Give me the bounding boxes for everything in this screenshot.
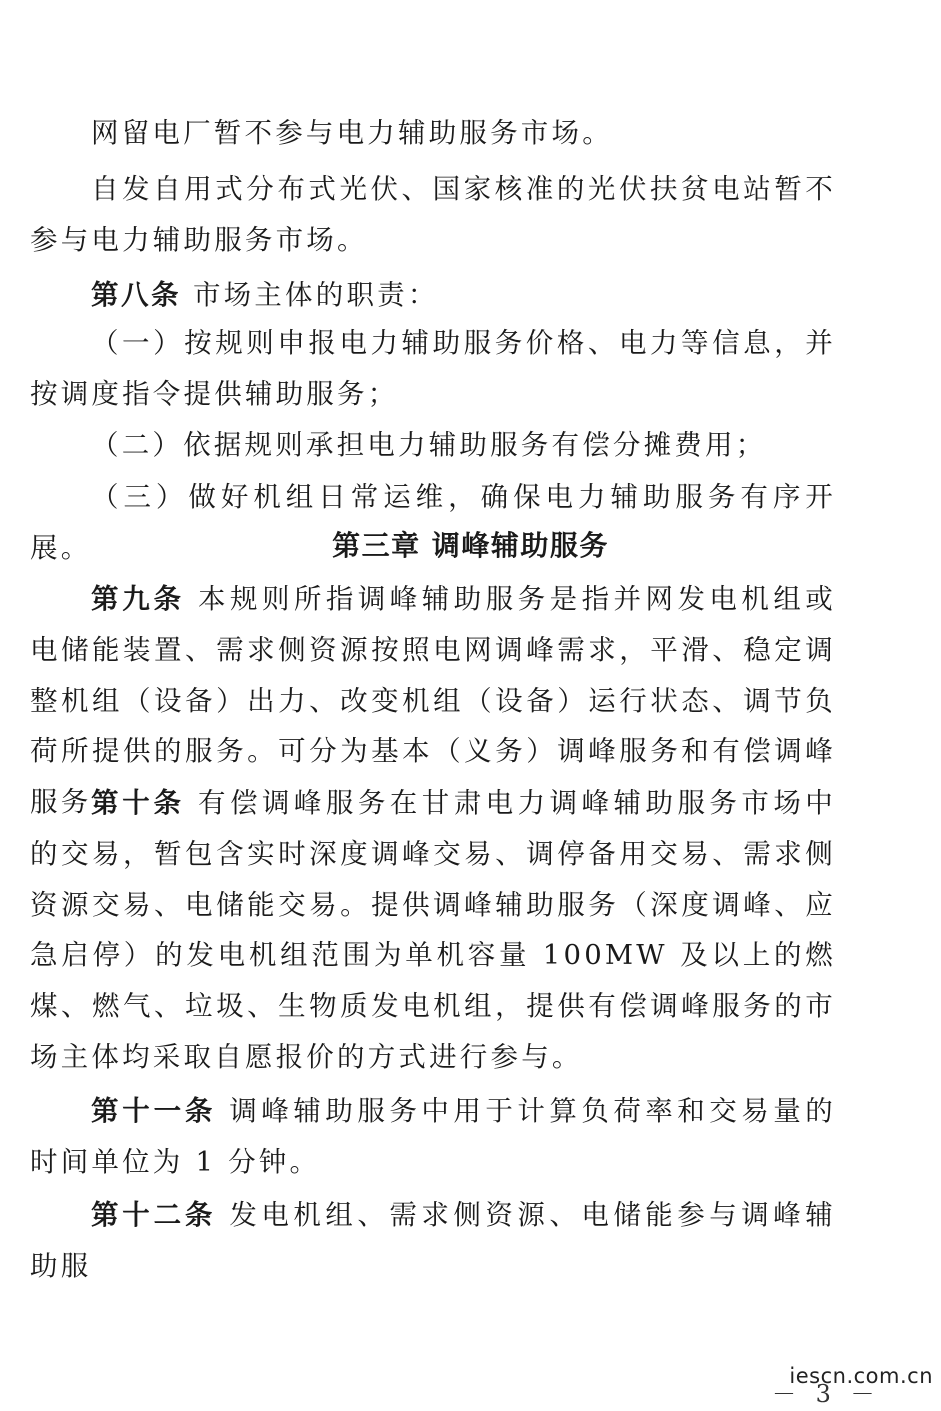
article-12 <box>30 1190 836 1292</box>
article-11-text: 调峰辅助服务中用于计算负荷率和交易量的时间单位为 1 分钟。 <box>30 1095 836 1178</box>
article-11-label: 第十一条 <box>91 1095 217 1127</box>
item-text: （一）按规则申报电力辅助服务价格、电力等信息，并按调度指令提供辅助服务； <box>30 327 836 410</box>
watermark-text: iescn.com.cn <box>789 1364 933 1388</box>
article-9-text: 本规则所指调峰辅助服务是指并网发电机组或电储能装置、需求侧资源按照电网调峰需求，平滑、稳定调整机组（设备）出力、改变机组（设备）运行状态、调节负荷所提供的服务。可分为基本（义务）调峰服务和有偿调峰服务 <box>30 583 837 819</box>
chapter-3-heading: 第三章 调峰辅助服务 <box>332 529 609 562</box>
item-text: （三）做好机组日常运维，确保电力辅助服务有序开展。 <box>30 481 836 564</box>
article-11 <box>30 1086 836 1188</box>
article-12-label: 第十二条 <box>91 1199 217 1231</box>
paragraph-text: 自发自用式分布式光伏、国家核准的光伏扶贫电站暂不参与电力辅助服务市场。 <box>30 173 836 256</box>
article-10 <box>30 778 836 1083</box>
article-8 <box>30 270 836 321</box>
article-10-label: 第十条 <box>91 787 185 819</box>
paragraph-grid-plant <box>30 108 836 159</box>
article-10-text: 有偿调峰服务在甘肃电力调峰辅助服务市场中的交易，暂包含实时深度调峰交易、调停备用交易、需求侧资源交易、电储能交易。提供调峰辅助服务（深度调峰、应急启停）的发电机组范围为单机容量 100MW 及以上的燃煤、燃气、垃圾、生物质发电机组，提供有偿调峰服务的市场主体均采取自愿报价的方式进行参与。 <box>30 787 837 1073</box>
article-8-item-2 <box>30 420 836 471</box>
article-8-text: 市场主体的职责： <box>192 279 439 311</box>
item-text: （二）依据规则承担电力辅助服务有偿分摊费用； <box>91 429 767 461</box>
paragraph-text: 网留电厂暂不参与电力辅助服务市场。 <box>91 117 613 149</box>
article-9-label: 第九条 <box>91 583 185 615</box>
article-12-text: 发电机组、需求侧资源、电储能参与调峰辅助服 <box>30 1199 836 1282</box>
paragraph-distributed-pv <box>30 164 836 266</box>
article-8-item-1 <box>30 318 836 420</box>
article-8-label: 第八条 <box>91 279 181 311</box>
page-number: － 3 － <box>772 1380 881 1408</box>
